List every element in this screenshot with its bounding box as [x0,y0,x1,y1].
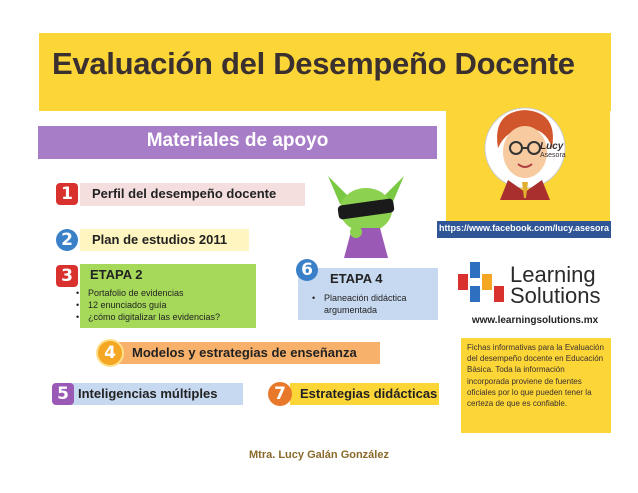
bullet: • Portafolio de evidencias [88,287,220,299]
item-7-label: Estrategias didácticas [300,386,438,401]
number-2-icon: 2 [56,229,78,251]
number-3-icon: 3 [56,265,78,287]
item-3-label: ETAPA 2 [90,267,143,282]
bullet: • 12 enunciados guía [88,299,220,311]
number-1-icon: 1 [56,183,78,205]
bullet: • Planeación didáctica argumentada [324,292,414,316]
facebook-link[interactable]: https://www.facebook.com/lucy.asesora [438,223,610,233]
avatar-role: Asesora [540,152,566,159]
item-6-label: ETAPA 4 [330,271,383,286]
number-5-icon: 5 [52,383,74,405]
subtitle: Materiales de apoyo [146,130,329,151]
logo-text-line2: Solutions [510,283,601,308]
info-text: Fichas informativas para la Evaluación del desempeño docente en Educación Básica. Toda la información incorporada proviene de fuentes oficiales por lo que pueden tener la certeza de que es confiable. [467,343,604,409]
page-title: Evaluación del Desempeño Docente [52,46,575,81]
author-footer: Mtra. Lucy Galán González [249,449,389,461]
learning-solutions-logo-icon [456,260,508,306]
number-6-icon: 6 [296,259,318,281]
item-2-label: Plan de estudios 2011 [92,232,228,247]
character-illustration [318,172,414,262]
item-4-label: Modelos y estrategias de enseñanza [132,345,357,360]
number-4-icon: 4 [96,339,124,367]
item-6-bullets [306,292,414,316]
avatar-name: Lucy [540,141,564,152]
item-5-label: Inteligencias múltiples [78,386,218,401]
bullet: • ¿cómo digitalizar las evidencias? [88,311,220,323]
item-1-label: Perfil del desempeño docente [92,186,277,201]
number-7-icon: 7 [268,382,292,406]
item-3-bullets [70,287,220,323]
logo-url[interactable]: www.learningsolutions.mx [471,315,599,326]
logo-text-line1: Learning [510,262,596,287]
